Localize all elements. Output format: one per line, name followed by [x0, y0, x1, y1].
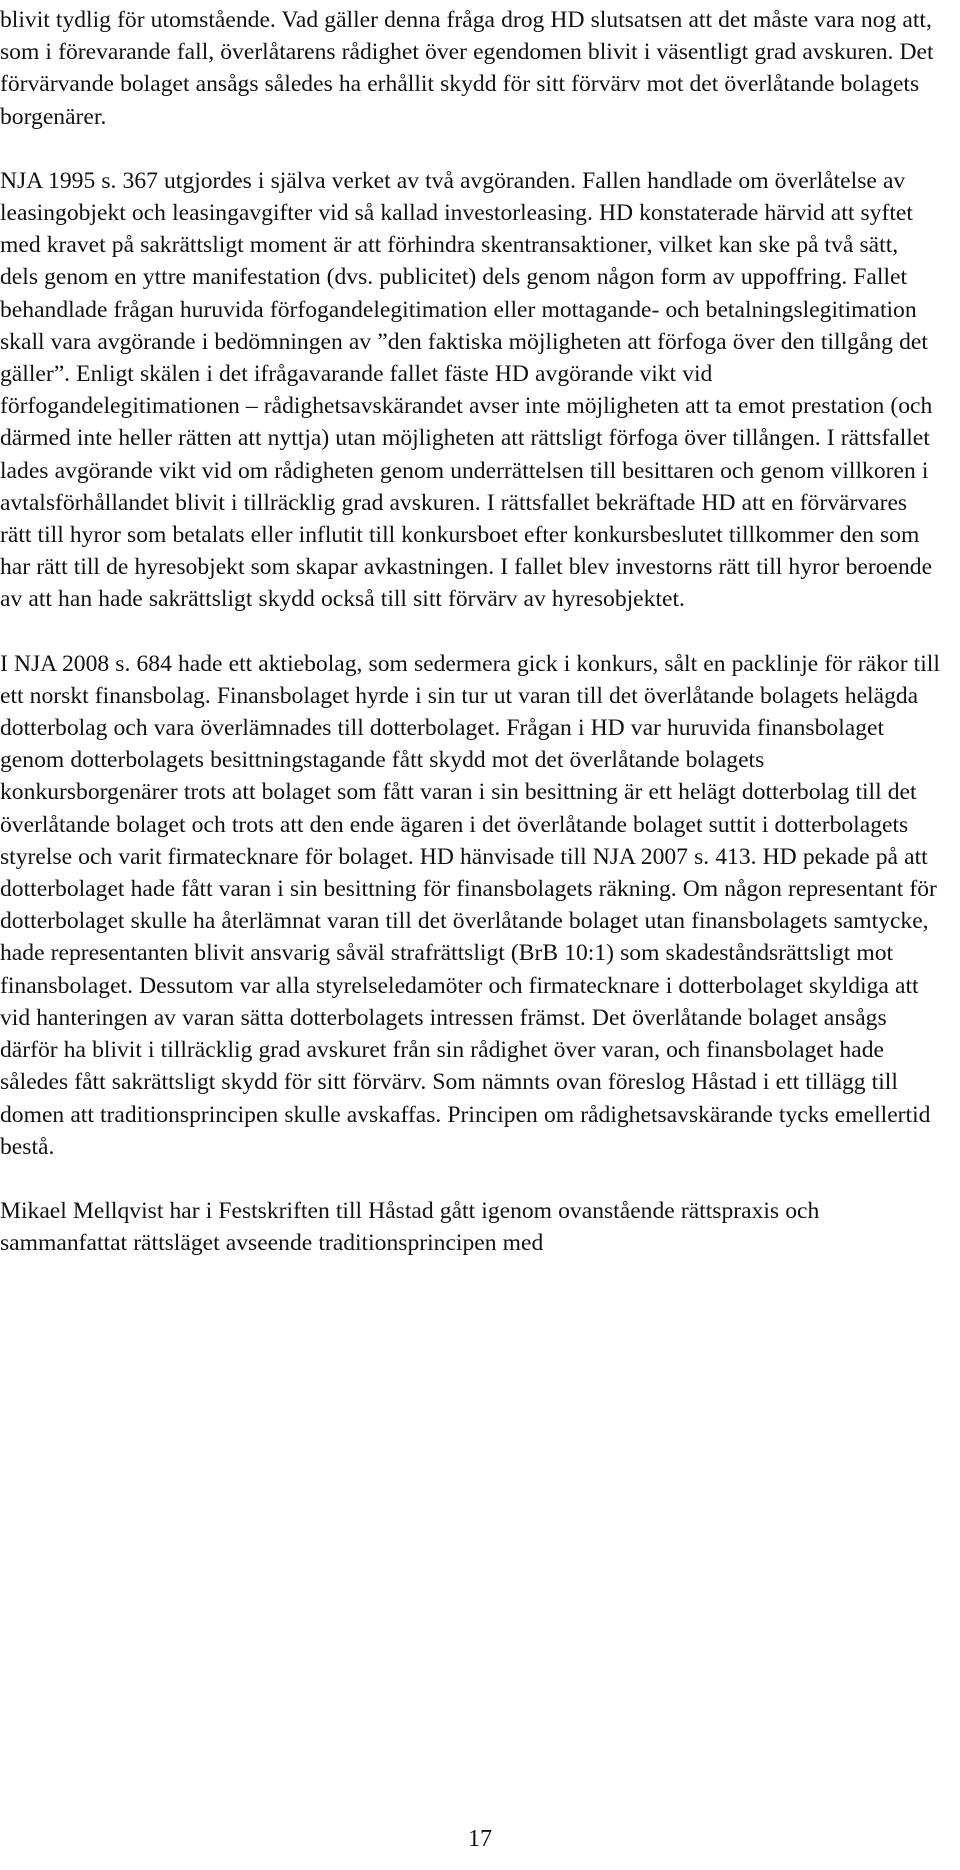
paragraph-mellqvist: Mikael Mellqvist har i Festskriften till Håstad gått igenom ovanstående rättspraxis och sammanfattat rättsläget avseende traditionsprincipen med [0, 1197, 820, 1257]
page-number: 17 [468, 1826, 492, 1852]
paragraph-continuation: blivit tydlig för utomstående. Vad gäller denna fråga drog HD slutsatsen att det måste vara nog att, som i förevarande fall, överlåtarens rådighet över egendomen blivit i väsentligt grad avskuren. Det förvärvande bolaget ansågs således ha erhållit skydd för sitt förvärv mot det överlåtande bolagets borgenärer. [0, 7, 934, 130]
paragraph-nja-1995: NJA 1995 s. 367 utgjordes i själva verket av två avgöranden. Fallen handlade om överlåtelse av leasingobjekt och leasingavgifter vid så kallad investorleasing. HD konstaterade härvid att syftet med kravet på sakrättsligt moment är att förhindra skentransaktioner, vilket kan ske på två sätt, dels genom en yttre manifestation (dvs. publicitet) dels genom någon form av uppoffring. Fallet behandlade frågan huruvida förfogandelegitimation eller mottagande- och betalningslegitimation skall vara avgörande i bedömningen av ”den faktiska möjligheten att förfoga över den tillgång det gäller”. Enligt skälen i det ifrågavarande fallet fäste HD avgörande vikt vid förfogandelegitimationen – rådighetsavskärandet avser inte möjligheten att ta emot prestation (och därmed inte heller rätten att nyttja) utan möjligheten att rättsligt förfoga över tillången. I rättsfallet lades avgörande vikt vid om rådigheten genom underrättelsen till besittaren och genom villkoren i avtalsförhållandet blivit i tillräcklig grad avskuren. I rättsfallet bekräftade HD att en förvärvares rätt till hyror som betalats eller influtit till konkursboet efter konkursbeslutet tillkommer den som har rätt till de hyresobjekt som skapar avkastningen. I fallet blev investorns rätt till hyror beroende av att han hade sakrättsligt skydd också till sitt förvärv av hyresobjektet. [0, 167, 933, 613]
paragraph-nja-2008: I NJA 2008 s. 684 hade ett aktiebolag, som sedermera gick i konkurs, sålt en packlinje för räkor till ett norskt finansbolag. Finansbolaget hyrde i sin tur ut varan till det överlåtande bolagets helägda dotterbolag och vara överlämnades till dotterbolaget. Frågan i HD var huruvida finansbolaget genom dotterbolagets besittningstagande fått skydd mot det överlåtande bolagets konkursborgenärer trots att bolaget som fått varan i sin besittning är ett helägt dotterbolag till det överlåtande bolaget och trots att den ende ägaren i det överlåtande bolaget suttit i dotterbolagets styrelse och varit firmatecknare för bolaget. HD hänvisade till NJA 2007 s. 413. HD pekade på att dotterbolaget hade fått varan i sin besittning för finansbolagets räkning. Om någon representant för dotterbolaget skulle ha återlämnat varan till det överlåtande bolaget utan finansbolagets samtycke, hade representanten blivit ansvarig såväl strafrättsligt (BrB 10:1) som skadeståndsrättsligt mot finansbolaget. Dessutom var alla styrelseledamöter och firmatecknare i dotterbolaget skyldiga att vid hanteringen av varan sätta dotterbolagets intressen främst. Det överlåtande bolaget ansågs därför ha blivit i tillräcklig grad avskuret från sin rådighet över varan, och finansbolaget hade således fått sakrättsligt skydd för sitt förvärv. Som nämnts ovan föreslog Håstad i ett tillägg till domen att traditionsprincipen skulle avskaffas. Principen om rådighetsavskärande tycks emellertid bestå. [0, 650, 940, 1160]
body-text [0, 4, 940, 1259]
